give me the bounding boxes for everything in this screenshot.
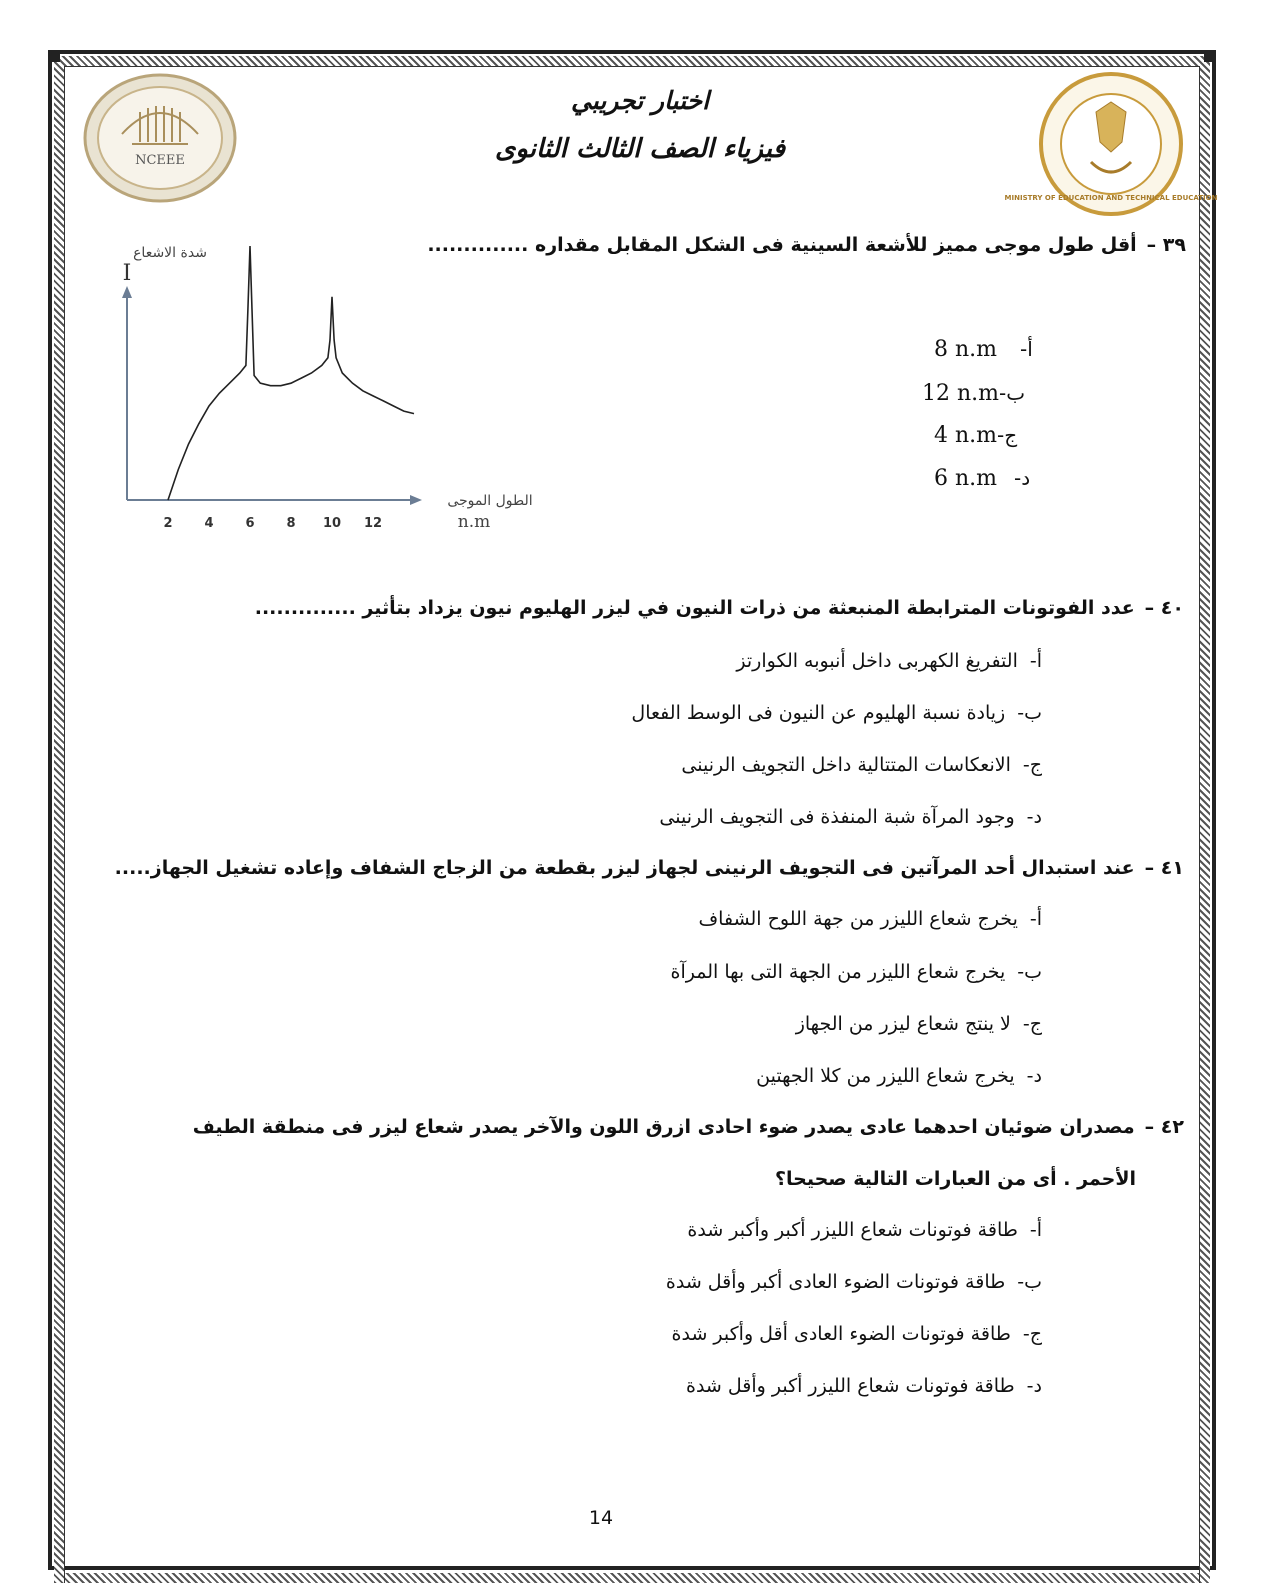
option-text: زيادة نسبة الهليوم عن النيون فى الوسط الفعال bbox=[631, 702, 1006, 724]
q40-option-b[interactable] bbox=[631, 702, 1042, 724]
option-text: يخرج شعاع الليزر من كلا الجهتين bbox=[756, 1065, 1015, 1087]
q41-option-a[interactable] bbox=[698, 908, 1042, 930]
option-letter: أ- bbox=[1029, 908, 1042, 930]
option-letter: ج- bbox=[1022, 1013, 1042, 1035]
q42-option-b[interactable] bbox=[666, 1271, 1042, 1293]
q40-option-d[interactable] bbox=[659, 806, 1042, 828]
option-letter: ب- bbox=[1017, 702, 1042, 724]
q40-option-a[interactable] bbox=[736, 650, 1042, 672]
option-letter: أ- bbox=[1020, 337, 1033, 361]
corner-ornament-tl bbox=[50, 52, 60, 62]
chart-y-arrow bbox=[122, 286, 132, 298]
option-letter: د- bbox=[1014, 466, 1031, 490]
nceee-logo bbox=[82, 72, 238, 204]
exam-title: اختبار تجريبي bbox=[570, 86, 710, 115]
question-42-line2: الأحمر . أى من العبارات التالية صحيحا؟ bbox=[774, 1168, 1136, 1190]
option-text: يخرج شعاع الليزر من الجهة التى بها المرآة bbox=[670, 961, 1006, 983]
question-42 bbox=[193, 1116, 1184, 1138]
chart-x-arrow bbox=[410, 495, 422, 505]
exam-subtitle: فيزياء الصف الثالث الثانوى bbox=[494, 134, 786, 164]
option-letter: ج- bbox=[997, 423, 1018, 447]
chart-series-line bbox=[168, 246, 414, 500]
question-text: مصدران ضوئيان احدهما عادى يصدر ضوء احادى ازرق اللون والآخر يصدر شعاع ليزر فى منطقة الطيف bbox=[192, 1116, 1135, 1138]
chart-x-tick-label: 2 bbox=[163, 516, 173, 531]
q42-option-a[interactable] bbox=[687, 1219, 1042, 1241]
option-text: طاقة فوتونات شعاع الليزر أكبر وأقل شدة bbox=[686, 1375, 1015, 1397]
option-letter: د- bbox=[1026, 1065, 1042, 1087]
q39-option-d[interactable] bbox=[934, 466, 1030, 491]
question-41 bbox=[115, 857, 1184, 879]
corner-ornament-tr bbox=[1204, 52, 1214, 62]
option-text: يخرج شعاع الليزر من جهة اللوح الشفاف bbox=[698, 908, 1018, 930]
option-letter: أ- bbox=[1029, 1219, 1042, 1241]
question-number: ٤٢ – bbox=[1144, 1116, 1184, 1138]
q39-option-b[interactable] bbox=[922, 381, 1025, 406]
option-letter: أ- bbox=[1029, 650, 1042, 672]
chart-xlabel: الطول الموجى bbox=[447, 493, 533, 509]
svg-text:NCEEE: NCEEE bbox=[135, 153, 185, 168]
option-letter: ب- bbox=[1017, 961, 1042, 983]
q41-option-b[interactable] bbox=[671, 961, 1042, 983]
chart-xunit: n.m bbox=[457, 512, 491, 532]
option-text: وجود المرآة شبة المنفذة فى التجويف الرنينى bbox=[659, 806, 1015, 828]
question-number: ٤٠ – bbox=[1144, 597, 1184, 619]
question-number: ٣٩ – bbox=[1146, 234, 1186, 256]
q42-option-c[interactable] bbox=[672, 1323, 1042, 1345]
option-text: طاقة فوتونات الضوء العادى أقل وأكبر شدة bbox=[671, 1323, 1011, 1345]
option-text: لا ينتج شعاع ليزر من الجهاز bbox=[795, 1013, 1011, 1035]
question-text: عند استبدال أحد المرآتين فى التجويف الرنينى لجهاز ليزر بقطعة من الزجاج الشفاف وإعاده تشغيل الجهاز..... bbox=[114, 857, 1135, 879]
chart-x-tick-label: 12 bbox=[363, 516, 383, 531]
question-40 bbox=[255, 597, 1184, 619]
chart-x-tick-label: 10 bbox=[322, 516, 342, 531]
option-text: طاقة فوتونات الضوء العادى أكبر وأقل شدة bbox=[665, 1271, 1006, 1293]
chart-x-tick-label: 6 bbox=[245, 516, 255, 531]
q39-option-c[interactable] bbox=[934, 423, 1017, 448]
q41-option-d[interactable] bbox=[756, 1065, 1042, 1087]
q42-option-d[interactable] bbox=[686, 1375, 1042, 1397]
option-letter: ب- bbox=[999, 381, 1026, 405]
chart-x-tick-label: 4 bbox=[204, 516, 214, 531]
question-39 bbox=[427, 234, 1186, 256]
xray-spectrum-chart bbox=[80, 236, 533, 536]
svg-text:MINISTRY OF EDUCATION AND TECH: MINISTRY OF EDUCATION AND TECHNICAL EDUCATION bbox=[1004, 194, 1218, 202]
q41-option-c[interactable] bbox=[796, 1013, 1042, 1035]
question-text: أقل طول موجى مميز للأشعة السينية فى الشكل المقابل مقداره .............. bbox=[427, 234, 1137, 256]
option-text: التفريغ الكهربى داخل أنبوبه الكوارتز bbox=[736, 650, 1018, 672]
option-letter: ج- bbox=[1022, 754, 1042, 776]
question-number: ٤١ – bbox=[1144, 857, 1184, 879]
option-text: 12 n.m bbox=[922, 381, 1000, 406]
page-number: 14 bbox=[588, 1507, 614, 1529]
chart-x-tick-label: 8 bbox=[286, 516, 296, 531]
option-text: طاقة فوتونات شعاع الليزر أكبر وأكبر شدة bbox=[687, 1219, 1018, 1241]
option-letter: ب- bbox=[1017, 1271, 1042, 1293]
option-text: 8 n.m bbox=[934, 337, 998, 362]
option-letter: ج- bbox=[1022, 1323, 1042, 1345]
option-text: الانعكاسات المتتالية داخل التجويف الرنينى bbox=[681, 754, 1011, 776]
option-text: 4 n.m bbox=[934, 423, 998, 448]
option-text: 6 n.m bbox=[934, 466, 998, 491]
q39-option-a[interactable] bbox=[934, 337, 1033, 362]
q40-option-c[interactable] bbox=[681, 754, 1042, 776]
option-letter: د- bbox=[1026, 806, 1042, 828]
option-letter: د- bbox=[1026, 1375, 1042, 1397]
ministry-logo bbox=[1004, 72, 1218, 216]
chart-ylabel: شدة الاشعاع bbox=[133, 245, 207, 261]
question-text: عدد الفوتونات المترابطة المنبعثة من ذرات النيون في ليزر الهليوم نيون يزداد بتأثير .............. bbox=[254, 597, 1135, 619]
chart-ylabel-symbol: I bbox=[122, 261, 132, 286]
